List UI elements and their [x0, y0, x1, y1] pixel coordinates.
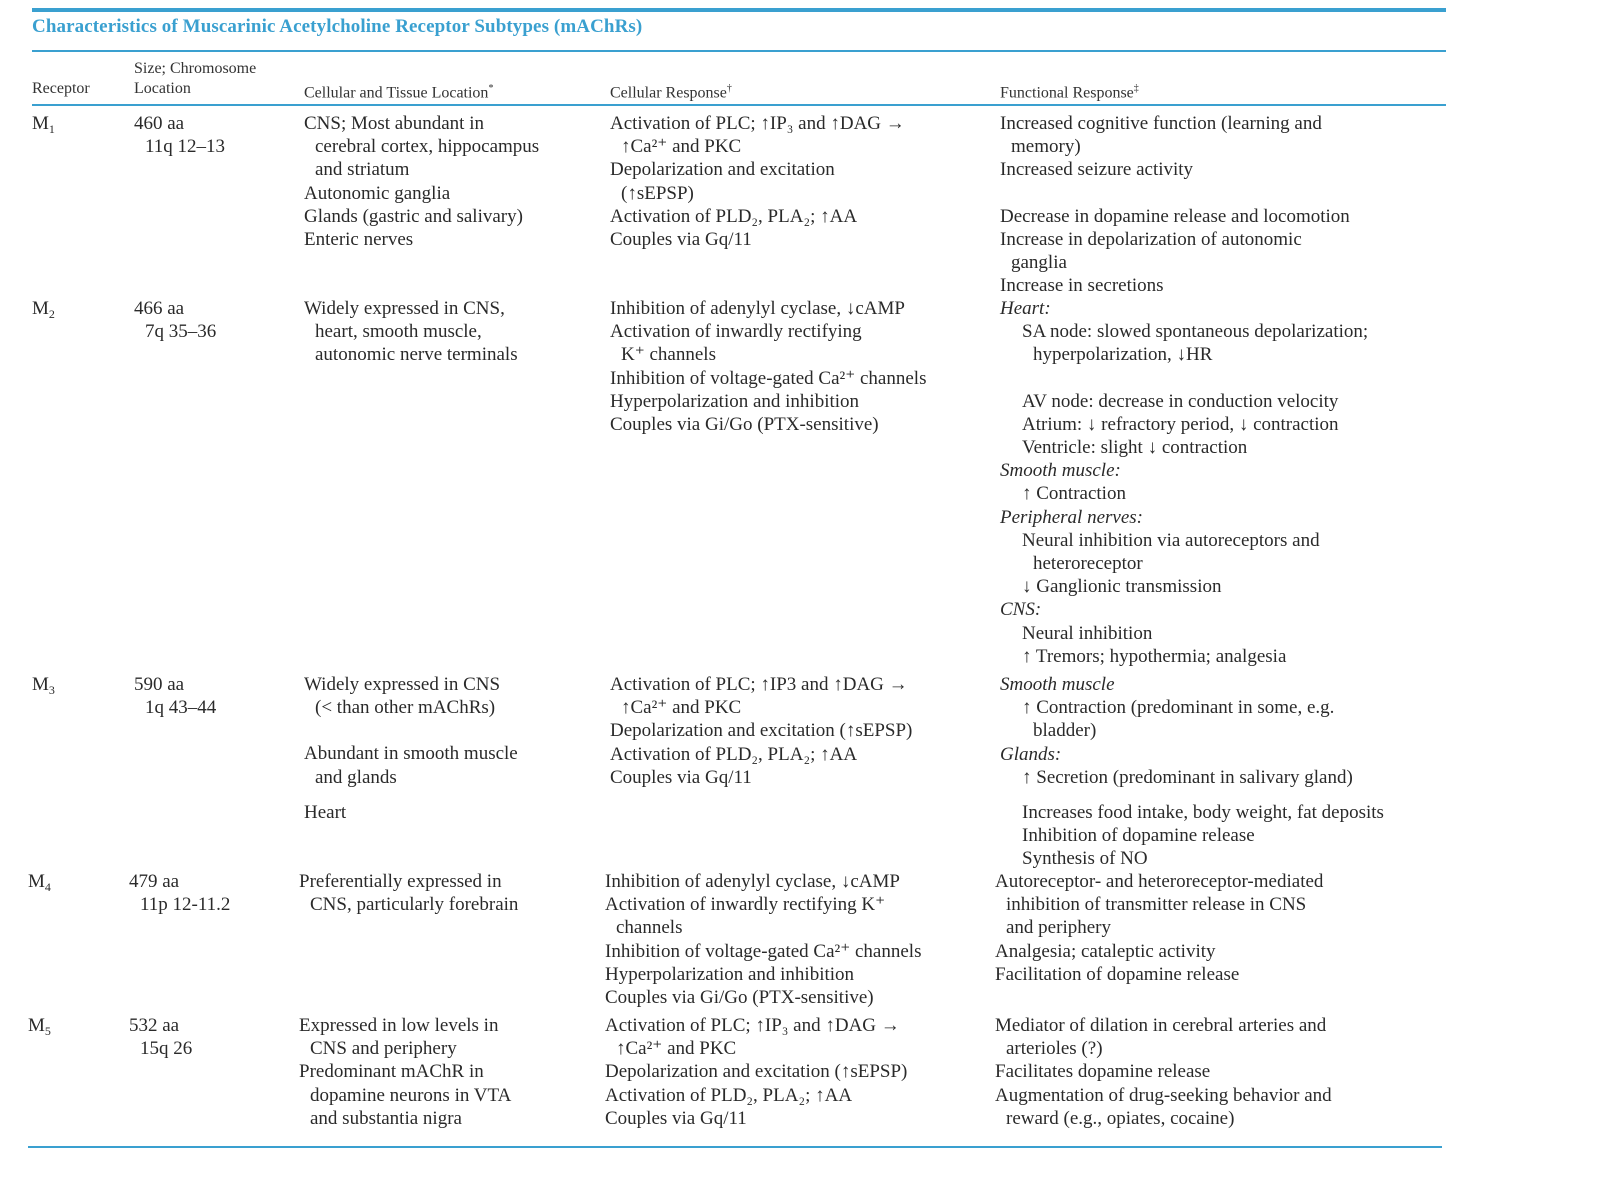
location-line: Preferentially expressed in — [299, 871, 502, 892]
receptor-m2 — [32, 297, 55, 326]
chromosome-location: 15q 26 — [140, 1038, 193, 1060]
receptor-m3 — [32, 673, 55, 702]
spacer — [304, 789, 518, 801]
location-line: Glands (gastric and salivary) — [304, 205, 523, 227]
response-line: ↑Ca²⁺ and PKC — [621, 697, 742, 719]
functional-line: Mediator of dilation in cerebral arteries and — [995, 1015, 1327, 1036]
functional-line: and periphery — [1006, 917, 1111, 939]
location-line: Heart — [304, 801, 347, 823]
response-line: Inhibition of voltage-gated Ca²⁺ channels — [605, 940, 922, 962]
receptor-label: M — [28, 1015, 45, 1036]
response-line: Hyperpolarization and inhibition — [605, 963, 855, 985]
location-line: Expressed in low levels in — [299, 1015, 499, 1036]
functional-line: Increase in depolarization of autonomic — [1000, 228, 1302, 250]
response-line: Activation of inwardly rectifying — [610, 321, 862, 343]
chromosome-location: 11p 12-11.2 — [140, 894, 231, 916]
header-receptor: Receptor — [32, 80, 90, 97]
response-line: Activation of inwardly rectifying K⁺ — [605, 894, 886, 916]
chromosome-location: 1q 43–44 — [145, 697, 217, 719]
response-m4 — [605, 870, 921, 1009]
header-cellular-tissue — [304, 79, 493, 103]
spacer — [1000, 182, 1350, 205]
response-line: Activation of PLD₂, PLA₂; ↑AA — [605, 1084, 853, 1106]
functional-line: reward (e.g., opiates, cocaine) — [1006, 1107, 1235, 1129]
chromosome-location: 11q 12–13 — [145, 136, 226, 158]
response-m1 — [610, 112, 905, 251]
location-line: Autonomic ganglia — [304, 182, 451, 204]
response-line: Inhibition of voltage-gated Ca²⁺ channels — [610, 367, 927, 389]
location-line: cerebral cortex, hippocampus — [315, 136, 540, 158]
response-line: Activation of PLC; ↑IP₃ and ↑DAG → — [610, 113, 905, 134]
spacer — [304, 719, 518, 742]
functional-heading: Peripheral nerves: — [1000, 506, 1143, 528]
response-line: Activation of PLC; ↑IP3 and ↑DAG → — [610, 674, 908, 695]
header-cellular-response-text: Cellular Response — [610, 84, 727, 102]
footnote-mark: ‡ — [1133, 83, 1139, 94]
header-size-line2: Location — [134, 80, 191, 97]
functional-line: Neural inhibition — [1022, 622, 1153, 644]
table-top-rule — [32, 8, 1446, 12]
response-line: ↑Ca²⁺ and PKC — [621, 136, 742, 158]
response-line: ↑Ca²⁺ and PKC — [616, 1038, 737, 1060]
functional-line: ganglia — [1011, 252, 1067, 274]
receptor-subscript: 4 — [44, 880, 51, 894]
location-line: Widely expressed in CNS, — [304, 298, 505, 319]
functional-line: arterioles (?) — [1006, 1038, 1103, 1060]
functional-heading: Glands: — [1000, 743, 1062, 765]
location-line: heart, smooth muscle, — [315, 321, 482, 343]
functional-line: Synthesis of NO — [1022, 848, 1148, 870]
title-divider — [32, 50, 1446, 52]
functional-line: ↑ Contraction (predominant in some, e.g. — [1022, 697, 1335, 719]
header-size-line1: Size; Chromosome — [134, 60, 257, 77]
header-size-location — [134, 59, 256, 99]
location-line: CNS and periphery — [310, 1038, 457, 1060]
response-line: channels — [616, 917, 683, 939]
functional-line: ↑ Contraction — [1022, 483, 1126, 505]
size-aa: 466 aa — [134, 298, 185, 319]
response-line: Couples via Gq/11 — [610, 766, 752, 788]
response-line: Activation of PLC; ↑IP₃ and ↑DAG → — [605, 1015, 900, 1036]
response-m3 — [610, 673, 912, 789]
receptor-m5 — [28, 1014, 51, 1043]
location-m1 — [304, 112, 539, 251]
size-m4 — [129, 870, 230, 916]
response-line: Couples via Gi/Go (PTX-sensitive) — [605, 987, 874, 1009]
size-aa: 460 aa — [134, 113, 185, 134]
functional-line: Increased cognitive function (learning and — [1000, 113, 1322, 134]
size-aa: 590 aa — [134, 674, 185, 695]
response-line: Activation of PLD₂, PLA₂; ↑AA — [610, 743, 858, 765]
functional-line: Increased seizure activity — [1000, 159, 1194, 181]
functional-line: Facilitates dopamine release — [995, 1061, 1211, 1083]
location-m4 — [299, 870, 518, 916]
response-line: Hyperpolarization and inhibition — [610, 390, 860, 412]
response-line: Inhibition of adenylyl cyclase, ↓cAMP — [610, 298, 905, 319]
size-m3 — [134, 673, 216, 719]
functional-heading: CNS: — [1000, 599, 1042, 621]
functional-line: Inhibition of dopamine release — [1022, 825, 1255, 847]
response-line: Depolarization and excitation (↑sEPSP) — [605, 1061, 908, 1083]
receptor-m4 — [28, 870, 51, 899]
functional-line: AV node: decrease in conduction velocity — [1022, 390, 1339, 412]
footnote-mark: † — [726, 83, 732, 94]
location-line: Predominant mAChR in — [299, 1061, 484, 1083]
receptor-m1 — [32, 112, 55, 141]
response-line: Activation of PLD₂, PLA₂; ↑AA — [610, 205, 858, 227]
receptor-subscript: 5 — [44, 1024, 51, 1038]
response-line: Couples via Gq/11 — [610, 229, 752, 251]
receptor-label: M — [28, 871, 45, 892]
location-line: and glands — [315, 766, 397, 788]
functional-line: ↓ Ganglionic transmission — [1022, 576, 1222, 598]
functional-line: Ventricle: slight ↓ contraction — [1022, 437, 1248, 459]
response-line: Couples via Gq/11 — [605, 1107, 747, 1129]
functional-m2 — [1000, 297, 1368, 668]
functional-line: Decrease in dopamine release and locomotion — [1000, 205, 1350, 227]
functional-line: Increase in secretions — [1000, 275, 1164, 297]
functional-line: SA node: slowed spontaneous depolarization; — [1022, 321, 1369, 343]
functional-line: bladder) — [1033, 720, 1097, 742]
size-m2 — [134, 297, 216, 343]
functional-line: Neural inhibition via autoreceptors and — [1022, 529, 1320, 551]
location-line: (< than other mAChRs) — [315, 697, 496, 719]
spacer — [1000, 789, 1384, 801]
location-line: CNS, particularly forebrain — [310, 894, 519, 916]
spacer — [1000, 367, 1368, 390]
header-cellular-response — [610, 79, 732, 103]
location-line: and striatum — [315, 159, 410, 181]
functional-line: ↑ Tremors; hypothermia; analgesia — [1022, 645, 1287, 667]
location-line: Abundant in smooth muscle — [304, 743, 518, 765]
chromosome-location: 7q 35–36 — [145, 321, 217, 343]
functional-line: inhibition of transmitter release in CNS — [1006, 894, 1307, 916]
location-line: Enteric nerves — [304, 229, 414, 251]
size-aa: 532 aa — [129, 1015, 180, 1036]
footnote-mark: * — [488, 83, 494, 94]
functional-m4 — [995, 870, 1323, 986]
header-cellular-tissue-text: Cellular and Tissue Location — [304, 84, 489, 102]
response-line: Depolarization and excitation (↑sEPSP) — [610, 720, 913, 742]
response-m5 — [605, 1014, 907, 1130]
receptor-label: M — [32, 113, 49, 134]
functional-line: heteroreceptor — [1033, 553, 1143, 575]
response-line: Depolarization and excitation — [610, 159, 835, 181]
functional-heading: Smooth muscle — [1000, 674, 1115, 695]
functional-line: Analgesia; cataleptic activity — [995, 940, 1216, 962]
location-line: dopamine neurons in VTA — [310, 1084, 512, 1106]
response-line: Couples via Gi/Go (PTX-sensitive) — [610, 414, 879, 436]
location-line: and substantia nigra — [310, 1107, 462, 1129]
functional-line: hyperpolarization, ↓HR — [1033, 344, 1213, 366]
location-line: autonomic nerve terminals — [315, 344, 518, 366]
receptor-subscript: 2 — [48, 307, 55, 321]
location-line: Widely expressed in CNS — [304, 674, 501, 695]
header-functional-response-text: Functional Response — [1000, 84, 1134, 102]
functional-line: Autoreceptor- and heteroreceptor-mediated — [995, 871, 1324, 892]
functional-line: Augmentation of drug-seeking behavior and — [995, 1084, 1332, 1106]
functional-m3 — [1000, 673, 1384, 871]
table-title: Characteristics of Muscarinic Acetylcholine Receptor Subtypes (mAChRs) — [32, 16, 643, 37]
functional-heading: Heart: — [1000, 298, 1051, 319]
receptor-label: M — [32, 674, 49, 695]
functional-line: Increases food intake, body weight, fat deposits — [1022, 802, 1384, 824]
functional-m1 — [1000, 112, 1350, 297]
receptor-label: M — [32, 298, 49, 319]
receptor-subscript: 3 — [48, 683, 55, 697]
functional-line: memory) — [1011, 136, 1081, 158]
response-line: (↑sEPSP) — [621, 182, 694, 204]
response-line: Inhibition of adenylyl cyclase, ↓cAMP — [605, 871, 900, 892]
functional-line: Atrium: ↓ refractory period, ↓ contraction — [1022, 413, 1339, 435]
functional-heading: Smooth muscle: — [1000, 460, 1121, 482]
header-divider — [32, 104, 1446, 106]
size-m1 — [134, 112, 225, 158]
location-m2 — [304, 297, 518, 367]
functional-line: ↑ Secretion (predominant in salivary gland) — [1022, 766, 1353, 788]
size-m5 — [129, 1014, 192, 1060]
functional-m5 — [995, 1014, 1332, 1130]
location-m5 — [299, 1014, 511, 1130]
response-line: K⁺ channels — [621, 344, 716, 366]
header-functional-response — [1000, 79, 1139, 103]
functional-line: Facilitation of dopamine release — [995, 963, 1240, 985]
location-m3 — [304, 673, 518, 824]
size-aa: 479 aa — [129, 871, 180, 892]
location-line: CNS; Most abundant in — [304, 113, 484, 134]
receptor-subscript: 1 — [48, 122, 55, 136]
table-bottom-rule — [28, 1146, 1442, 1148]
response-m2 — [610, 297, 926, 436]
